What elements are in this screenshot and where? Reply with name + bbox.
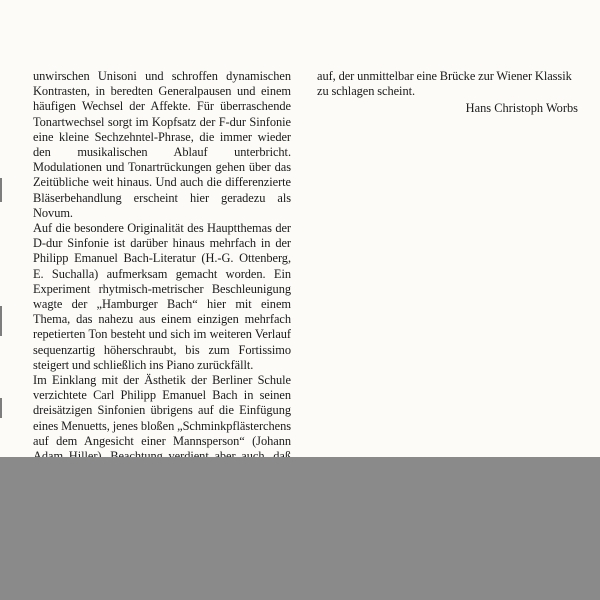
- paragraph-wiener-klassik: auf, der unmittelbar eine Brücke zur Wiener Klassik zu schlagen scheint.: [317, 69, 572, 99]
- paragraph-affekte: unwirschen Unisoni und schroffen dynamischen Kontrasten, in beredten Generalpausen und einem häufigen Wechsel der Affekte. Für überraschende Tonartwechsel sorgt im Kopfsatz der F-dur Sinfonie eine kleine Sechzehntel-Phrase, die immer wieder den musikalischen Ablauf unterbricht. Modulationen und Tonartrückungen gehen über das Zeitübliche weit hinaus. Und auch die differenzierte Bläserbehandlung erscheint hier geradezu als Novum.: [33, 69, 291, 220]
- paragraph-hauptthema: Auf die besondere Originalität des Hauptthemas der D-dur Sinfonie ist darüber hinaus mehrfach in der Philipp Emanuel Bach-Literatur (H.-G. Ottenberg, E. Suchalla) aufmerksam gemacht worden. Ein Experiment rhytmisch-metrischer Beschleunigung wagte der „Hamburger Bach“ hier mit einem Thema, das nahezu aus einem einzigen mehrfach repetierten Ton besteht und sich im weiteren Verlauf sequenzartig höherschraubt, bis zum Fortissimo steigert und schließlich ins Piano zurückfällt.: [33, 221, 291, 372]
- paragraph-berliner-schule: Im Einklang mit der Ästhetik der Berliner Schule verzichtete Carl Philipp Emanuel Bach in seinen dreisätzigen Sinfonien übrigens auf die Einfügung eines Menuetts, jenes bloßen „Schminkpflästerchens auf dem Angesicht einer Mannsperson“ (Johann: [33, 373, 291, 448]
- binding-edge-mark: [0, 178, 2, 202]
- left-text-column: [33, 69, 291, 457]
- right-text-column: [317, 69, 578, 117]
- binding-edge-mark: [0, 398, 2, 418]
- binding-edge-mark: [0, 306, 2, 336]
- author-signature: Hans Christoph Worbs: [465, 101, 578, 116]
- gray-overlay-block: [0, 457, 600, 600]
